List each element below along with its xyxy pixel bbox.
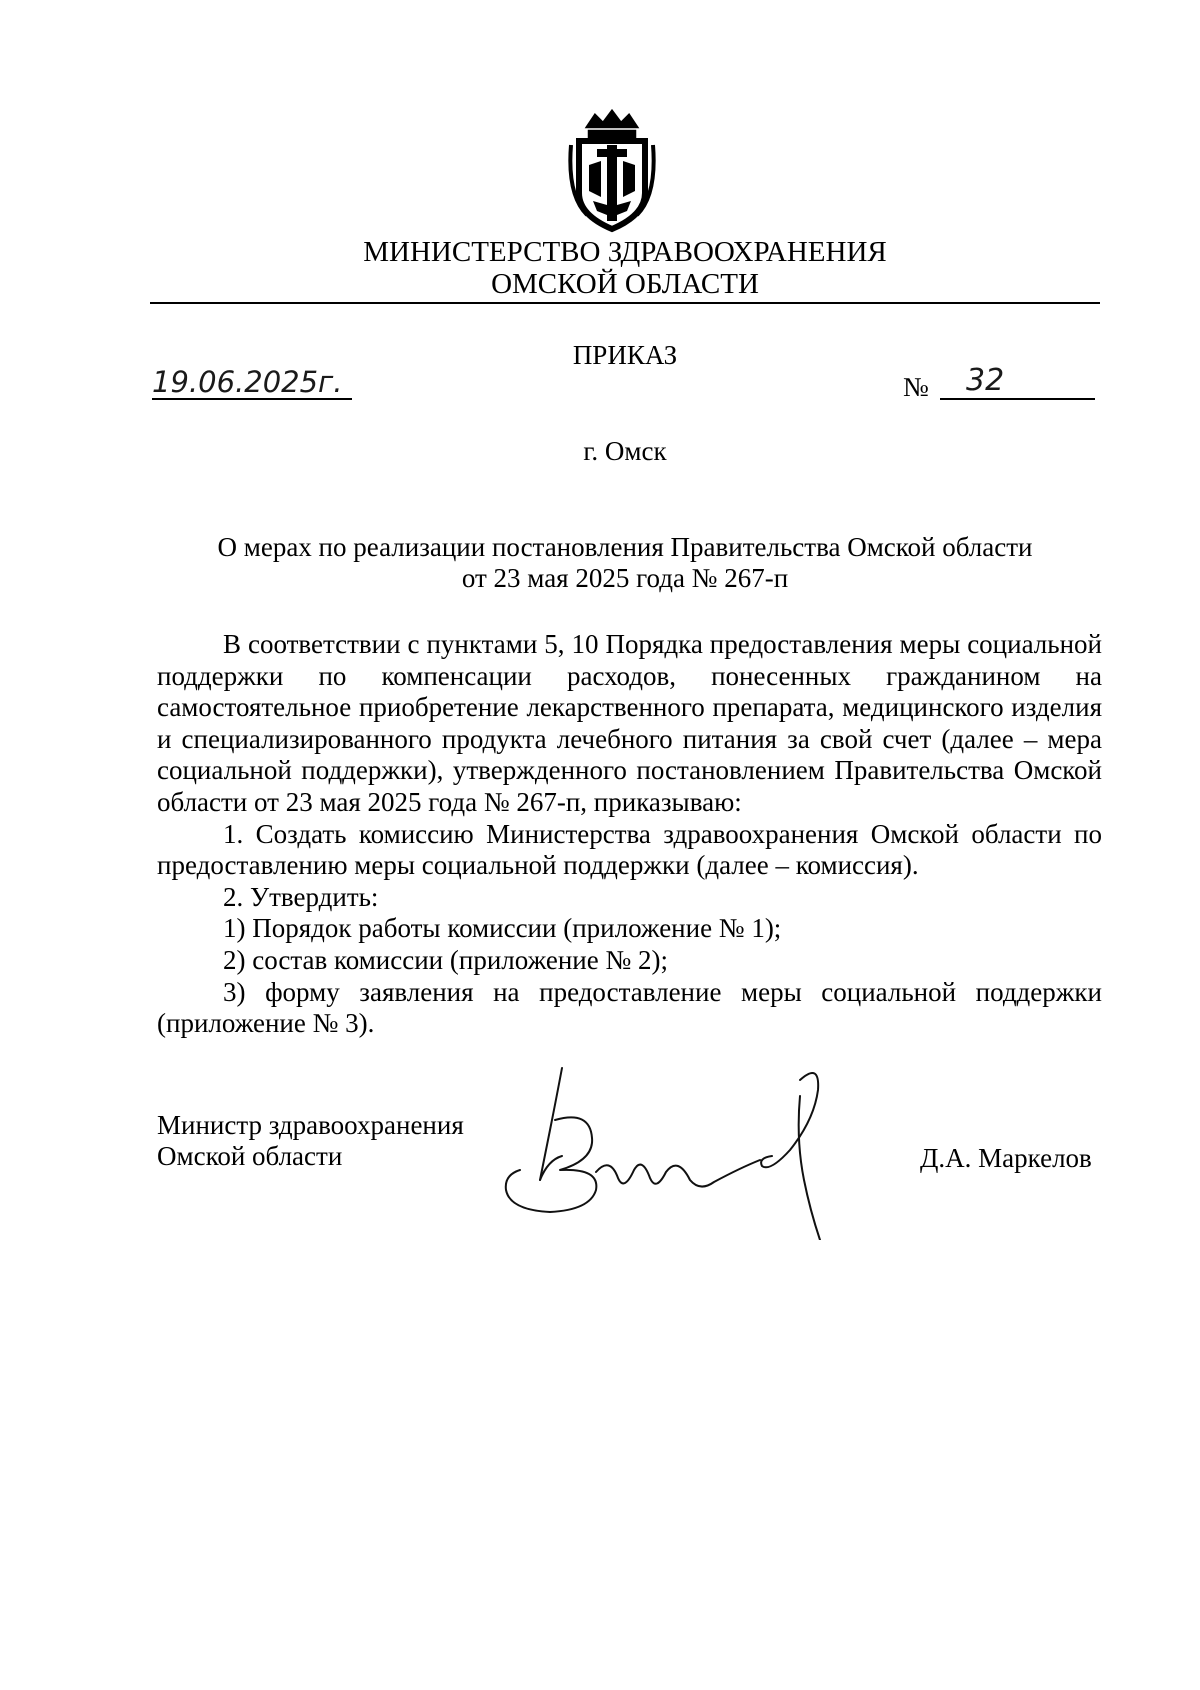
header-divider [150, 302, 1100, 304]
order-date: 19.06.2025г. [152, 366, 352, 400]
item-2-1-paragraph: 1) Порядок работы комиссии (приложение № 1); [223, 913, 782, 944]
item-2-2-paragraph: 2) состав комиссии (приложение № 2); [223, 944, 668, 975]
signer-name: Д.А. Маркелов [920, 1143, 1092, 1173]
ministry-name-line1: МИНИСТЕРСТВО ЗДРАВООХРАНЕНИЯ [363, 236, 887, 268]
item-1-paragraph: 1. Создать комиссию Министерства здравоохранения Омской области по предоставлению меры социальной поддержки (далее – комиссия). [157, 818, 1102, 881]
item-2-3-paragraph: 3) форму заявления на предоставление меры социальной поддержки (приложение № 3). [157, 976, 1102, 1039]
coat-of-arms-icon [567, 105, 657, 235]
order-subject [150, 532, 1100, 594]
signer-title [157, 1110, 464, 1172]
order-number-label: № [903, 372, 929, 402]
signer-title-line2: Омской области [157, 1141, 343, 1171]
preamble-paragraph: В соответствии с пунктами 5, 10 Порядка предоставления меры социальной поддержки по компенсации расходов, понесенных гражданином на самостоятельное приобретение лекарственного препарата, медицинского изделия и специализированного продукта лечебного питания за свой счет (далее – мера социальной поддержки), утвержденного постановлением Правительства Омской области от 23 мая 2025 года № 267-п, приказываю: [157, 629, 1102, 817]
document-type: ПРИКАЗ [572, 340, 678, 370]
order-number: 32 [940, 364, 1095, 400]
handwritten-signature [500, 1060, 860, 1240]
subject-line1: О мерах по реализации постановления Правительства Омской области [217, 532, 1033, 562]
item-2-paragraph: 2. Утвердить: [223, 881, 379, 912]
signer-title-line1: Министр здравоохранения [157, 1110, 464, 1140]
order-city: г. Омск [583, 436, 667, 466]
order-body [157, 629, 1102, 1040]
subject-line2: от 23 мая 2025 года № 267-п [461, 563, 789, 593]
ministry-name-line2: ОМСКОЙ ОБЛАСТИ [491, 268, 759, 300]
